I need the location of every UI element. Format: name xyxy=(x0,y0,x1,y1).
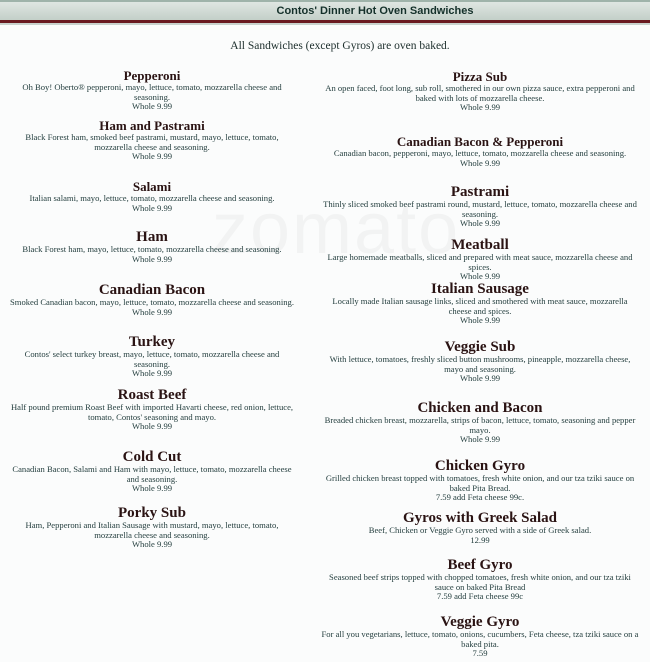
menu-item-name: Veggie Gyro xyxy=(440,614,520,630)
menu-item-price: 7.59 xyxy=(472,648,488,659)
menu-item-price: Whole 9.99 xyxy=(131,306,173,317)
menu-item-description: Seasoned beef strips topped with chopped tomatoes, fresh white onion, and our tza tziki sauce on baked Pita Bread xyxy=(329,572,631,592)
menu-item-name: Porky Sub xyxy=(118,505,186,521)
menu-item-price: 12.99 xyxy=(470,534,490,545)
menu-item-name: Roast Beef xyxy=(117,387,187,403)
menu-item-price: Whole 9.99 xyxy=(131,253,173,264)
menu-item xyxy=(315,615,645,659)
menu-item-name: Ham and Pastrami xyxy=(99,118,205,133)
menu-item xyxy=(4,335,300,379)
menu-item-name: Meatball xyxy=(451,237,509,253)
menu-item-name: Salami xyxy=(132,179,172,194)
menu-item-name: Chicken Gyro xyxy=(434,458,526,474)
menu-item-description: For all you vegetarians, lettuce, tomato, onions, cucumbers, Feta cheese, tza tziki sauce on a baked pita. xyxy=(321,629,639,649)
intro-note: All Sandwiches (except Gyros) are oven baked. xyxy=(230,40,450,52)
header-divider xyxy=(0,20,650,25)
menu-item-description: Contos' select turkey breast, mayo, lettuce, tomato, mozzarella cheese and seasoning. xyxy=(24,349,280,369)
menu-item-price: Whole 9.99 xyxy=(131,101,173,112)
menu-item-description: Black Forest ham, mayo, lettuce, tomato, mozzarella cheese and seasoning. xyxy=(22,244,282,254)
menu-item xyxy=(4,68,300,112)
menu-item-name: Canadian Bacon xyxy=(98,282,206,298)
menu-item-description: Black Forest ham, smoked beef pastrami, mustard, mayo, lettuce, tomato, mozzarella cheese and seasoning. xyxy=(25,132,279,152)
menu-item-name: Pastrami xyxy=(450,184,510,200)
menu-item-description: Thinly sliced smoked beef pastrami round, mustard, lettuce, tomato, mozzarella cheese and seasoning. xyxy=(323,199,637,219)
menu-item-price: Whole 9.99 xyxy=(131,202,173,213)
menu-item-name: Pizza Sub xyxy=(452,69,508,84)
menu-item xyxy=(4,230,300,264)
menu-item xyxy=(315,134,645,168)
menu-item-description: Ham, Pepperoni and Italian Sausage with mustard, mayo, lettuce, tomato, mozzarella cheese and seasoning. xyxy=(25,520,279,540)
menu-item-name: Canadian Bacon & Pepperoni xyxy=(396,134,564,149)
menu-item-price: 7.59 add Feta cheese 99c. xyxy=(435,492,525,503)
menu-item xyxy=(4,118,300,162)
menu-item-price: Whole 9.99 xyxy=(459,157,501,168)
menu-item-description: Oh Boy! Oberto® pepperoni, mayo, lettuce, tomato, mozzarella cheese and seasoning. xyxy=(22,82,282,102)
menu-item-description: Canadian bacon, pepperoni, mayo, lettuce, tomato, mozzarella cheese and seasoning. xyxy=(333,148,627,158)
menu-item xyxy=(4,179,300,213)
menu-item-name: Italian Sausage xyxy=(431,281,529,297)
menu-item-price: 7.59 add Feta cheese 99c xyxy=(436,591,524,602)
menu-item-description: Locally made Italian sausage links, sliced and smothered with meat sauce, mozzarella cheese and spices. xyxy=(332,296,628,316)
menu-item-price: Whole 9.99 xyxy=(131,421,173,432)
menu-item xyxy=(4,283,300,317)
menu-item xyxy=(315,401,645,445)
header-bar xyxy=(0,0,650,20)
menu-item-price: Whole 9.99 xyxy=(459,218,501,229)
menu-item xyxy=(315,238,645,282)
menu-item-description: With lettuce, tomatoes, freshly sliced button mushrooms, pineapple, mozzarella cheese, mayo and seasoning. xyxy=(329,354,631,374)
menu-item xyxy=(315,459,645,503)
menu-item-description: Half pound premium Roast Beef with imported Havarti cheese, red onion, lettuce, tomato, Contos' seasoning and mayo. xyxy=(10,402,294,422)
menu-item xyxy=(315,185,645,229)
menu-item-description: Large homemade meatballs, sliced and prepared with meat sauce, mozzarella cheese and spices. xyxy=(327,252,633,272)
menu-item-name: Beef Gyro xyxy=(447,557,513,573)
menu-item-price: Whole 9.99 xyxy=(459,434,501,445)
menu-item xyxy=(315,340,645,384)
menu-item-name: Pepperoni xyxy=(123,68,181,83)
menu-item-description: Smoked Canadian bacon, mayo, lettuce, tomato, mozzarella cheese and seasoning. xyxy=(10,297,294,307)
menu-item-name: Chicken and Bacon xyxy=(417,400,543,416)
menu-item xyxy=(315,558,645,602)
menu-item-price: Whole 9.99 xyxy=(131,151,173,162)
menu-item-price: Whole 9.99 xyxy=(459,102,501,113)
menu-item-description: Italian salami, mayo, lettuce, tomato, mozzarella cheese and seasoning. xyxy=(29,193,275,203)
menu-item-name: Ham xyxy=(136,229,168,245)
menu-item-price: Whole 9.99 xyxy=(131,483,173,494)
menu-item-name: Gyros with Greek Salad xyxy=(402,510,558,526)
menu-item-price: Whole 9.99 xyxy=(131,539,173,550)
menu-item-price: Whole 9.99 xyxy=(131,368,173,379)
menu-item-price: Whole 9.99 xyxy=(459,315,501,326)
page-title: Contos' Dinner Hot Oven Sandwiches xyxy=(276,5,474,17)
menu-item-description: Grilled chicken breast topped with tomatoes, fresh white onion, and our tza tziki sauce on baked Pita Bread. xyxy=(325,473,635,493)
menu-item xyxy=(315,511,645,545)
menu-item-name: Cold Cut xyxy=(122,449,182,465)
menu-item-description: An open faced, foot long, sub roll, smothered in our own pizza sauce, extra pepperoni and baked with lots of mozzarella cheese. xyxy=(325,83,635,103)
menu-item xyxy=(4,506,300,550)
menu-item-name: Turkey xyxy=(128,334,176,350)
menu-item xyxy=(4,388,300,432)
menu-item-description: Beef, Chicken or Veggie Gyro served with a side of Greek salad. xyxy=(368,525,592,535)
menu-item-description: Canadian Bacon, Salami and Ham with mayo, lettuce, tomato, mozzarella cheese and seasoning. xyxy=(12,464,292,484)
menu-item-name: Veggie Sub xyxy=(444,339,516,355)
menu-item-price: Whole 9.99 xyxy=(459,271,501,282)
menu-item-description: Breaded chicken breast, mozzarella, strips of bacon, lettuce, tomato, seasoning and pepper mayo. xyxy=(324,415,636,435)
menu-item-price: Whole 9.99 xyxy=(459,373,501,384)
menu-item xyxy=(4,450,300,494)
menu-item xyxy=(315,69,645,113)
menu-item xyxy=(315,282,645,326)
